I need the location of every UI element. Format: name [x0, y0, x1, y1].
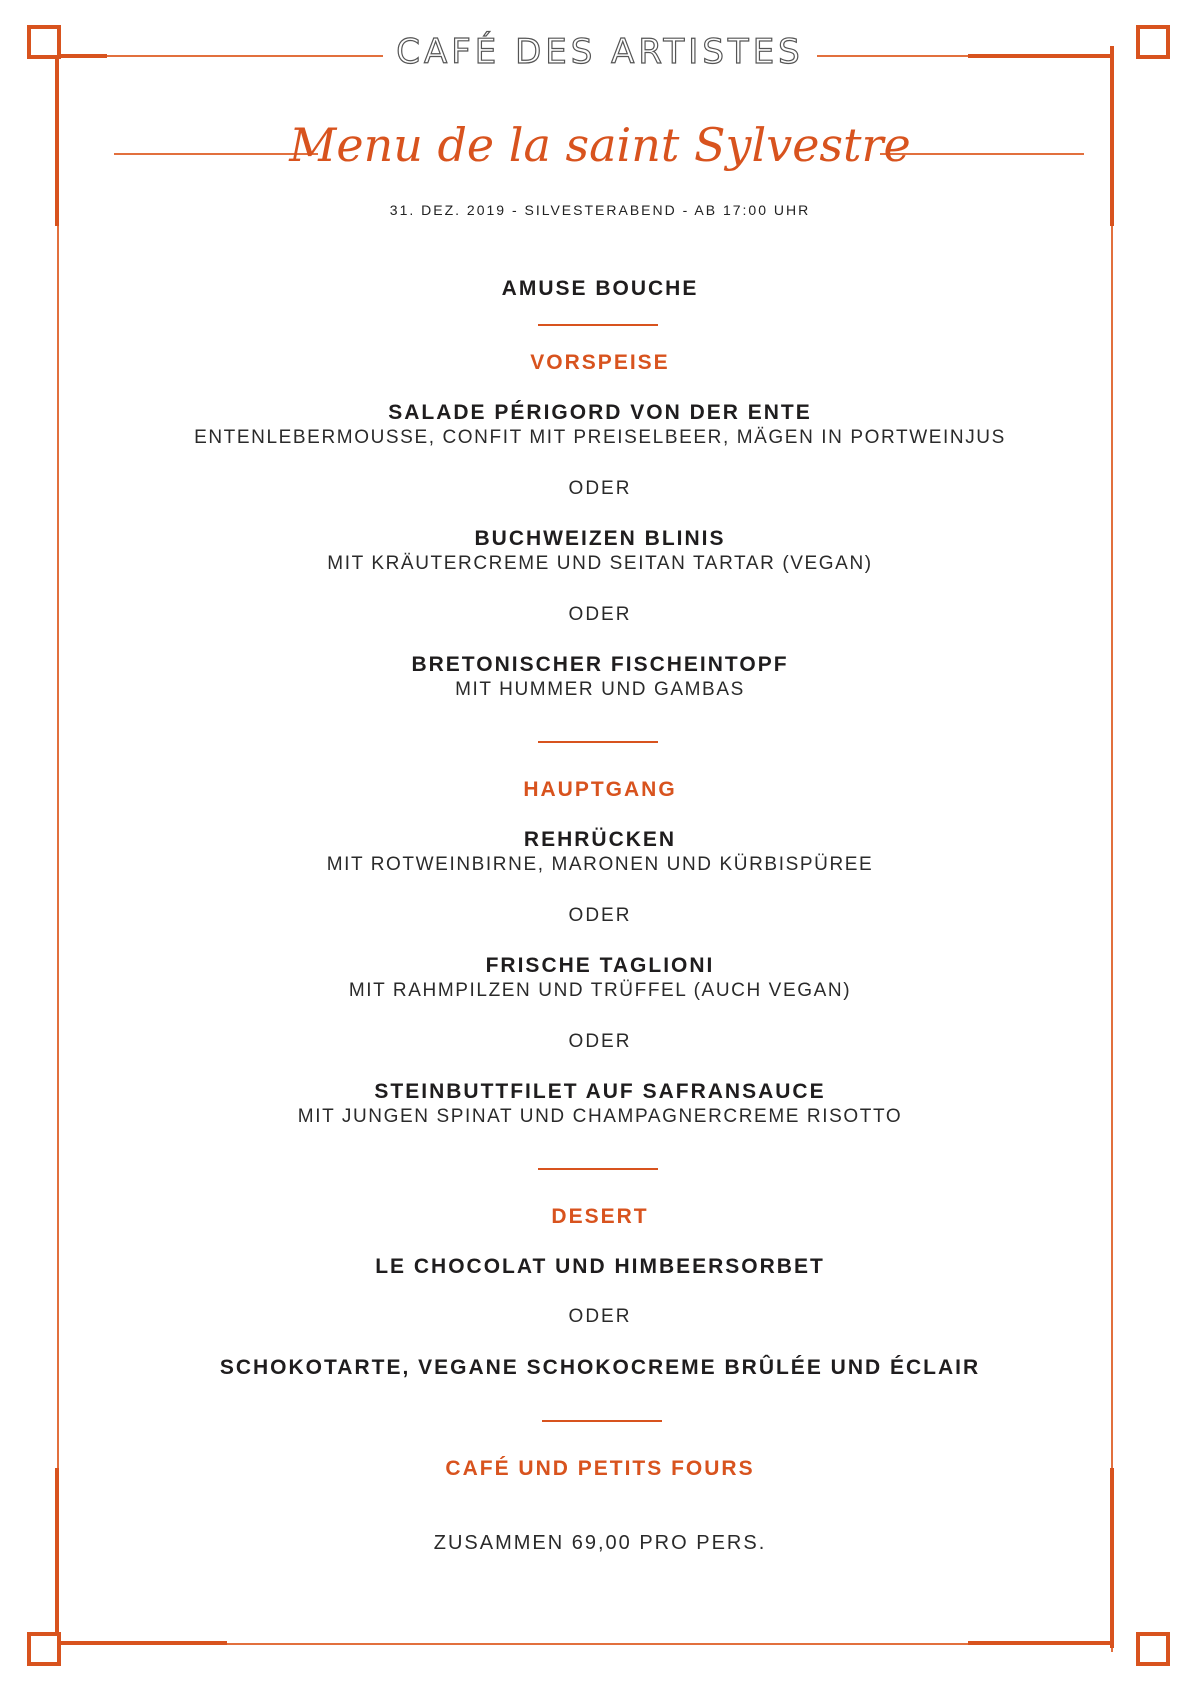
- accent-bar-bottom-left-horizontal: [57, 1641, 227, 1645]
- menu-title: Menu de la saint Sylvestre: [289, 118, 911, 172]
- dish-name: REHRÜCKEN: [523, 828, 677, 851]
- oder-separator: ODER: [568, 1031, 632, 1052]
- menu-item: [0, 401, 1200, 449]
- corner-square-bottom-left: [27, 1632, 61, 1666]
- amuse-bouche-title: AMUSE BOUCHE: [501, 277, 699, 300]
- price-line: ZUSAMMEN 69,00 PRO PERS.: [433, 1532, 767, 1554]
- dish-name: BRETONISCHER FISCHEINTOPF: [411, 653, 789, 676]
- accent-bar-bottom-right-vertical: [1110, 1468, 1114, 1648]
- section-divider: [538, 1168, 658, 1170]
- section-divider: [542, 1420, 662, 1422]
- menu-item: [0, 653, 1200, 701]
- dish-description: MIT KRÄUTERCREME UND SEITAN TARTAR (VEGAN): [327, 553, 873, 574]
- menu-item: [0, 954, 1200, 1002]
- oder-separator: ODER: [568, 1306, 632, 1327]
- oder-separator: ODER: [568, 604, 632, 625]
- corner-square-bottom-right: [1136, 1632, 1170, 1666]
- dish-description: MIT RAHMPILZEN UND TRÜFFEL (AUCH VEGAN): [348, 980, 852, 1001]
- dish-description: MIT HUMMER UND GAMBAS: [455, 679, 745, 700]
- dish-description: MIT JUNGEN SPINAT UND CHAMPAGNERCREME RISOTTO: [297, 1106, 903, 1127]
- menu-item: [0, 527, 1200, 575]
- section-heading-desert: DESERT: [551, 1205, 649, 1228]
- accent-bar-bottom-right-horizontal: [968, 1641, 1113, 1645]
- section-heading-vorspeise: VORSPEISE: [530, 351, 670, 374]
- dish-name: SCHOKOTARTE, VEGANE SCHOKOCREME BRÛLÉE UND ÉCLAIR: [219, 1356, 981, 1379]
- menu-item: [0, 828, 1200, 876]
- dish-name: FRISCHE TAGLIONI: [485, 954, 715, 977]
- dish-name: STEINBUTTFILET AUF SAFRANSAUCE: [374, 1080, 826, 1103]
- section-divider: [538, 324, 658, 326]
- dish-name: SALADE PÉRIGORD VON DER ENTE: [388, 401, 812, 424]
- accent-bar-bottom-left-vertical: [55, 1468, 59, 1648]
- venue-name: CAFÉ DES ARTISTES: [396, 32, 804, 72]
- menu-item: [0, 1080, 1200, 1128]
- event-date-line: 31. DEZ. 2019 - SILVESTERABEND - AB 17:00 UHR: [389, 202, 811, 218]
- dish-description: MIT ROTWEINBIRNE, MARONEN UND KÜRBISPÜREE: [326, 854, 874, 875]
- dish-name: LE CHOCOLAT UND HIMBEERSORBET: [375, 1255, 825, 1278]
- oder-separator: ODER: [568, 905, 632, 926]
- dish-description: ENTENLEBERMOUSSE, CONFIT MIT PREISELBEER, MÄGEN IN PORTWEINJUS: [194, 427, 1006, 448]
- section-heading-cafe: CAFÉ UND PETITS FOURS: [445, 1457, 755, 1480]
- oder-separator: ODER: [568, 478, 632, 499]
- section-divider: [538, 741, 658, 743]
- dish-name: BUCHWEIZEN BLINIS: [474, 527, 726, 550]
- section-heading-hauptgang: HAUPTGANG: [523, 778, 677, 801]
